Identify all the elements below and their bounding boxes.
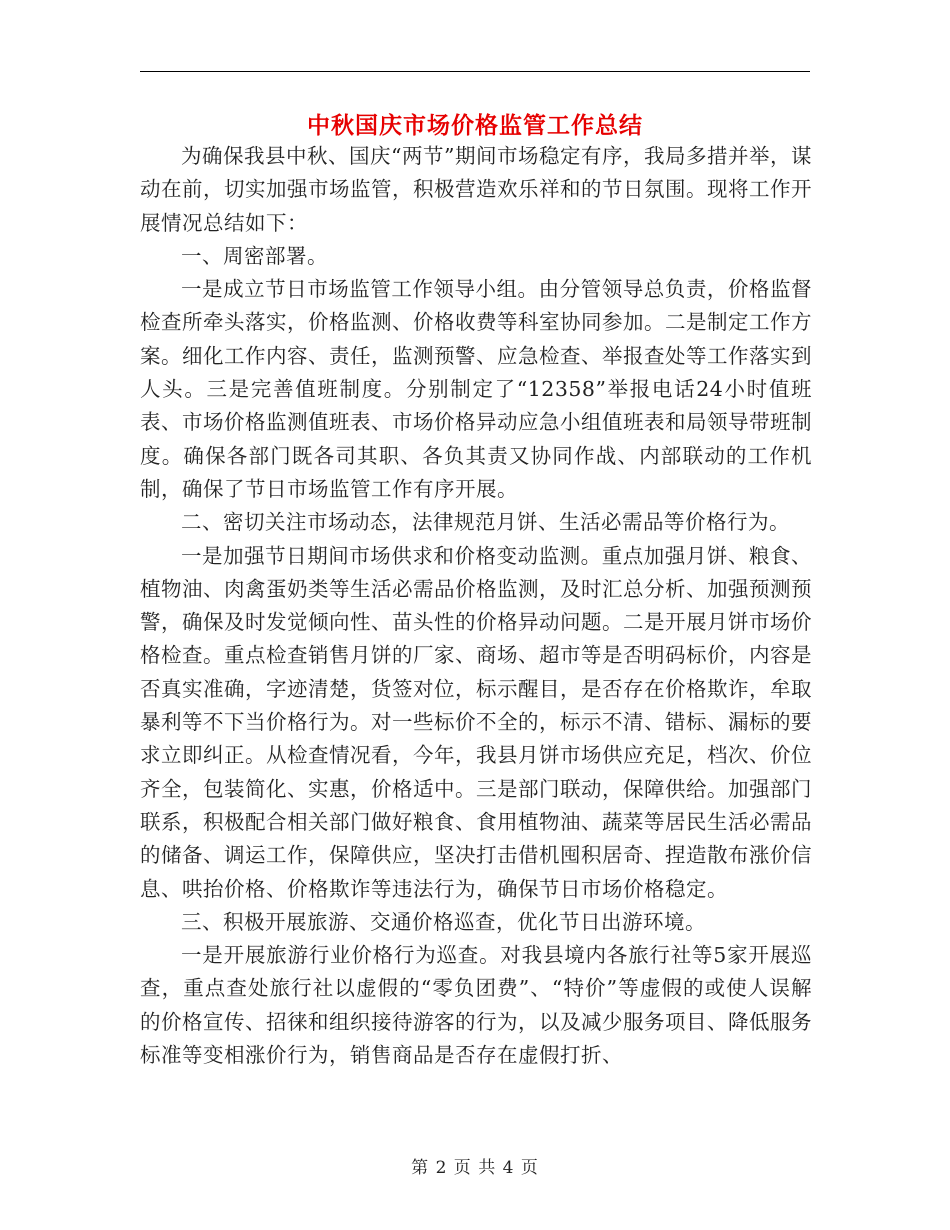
document-title: 中秋国庆市场价格监管工作总结 xyxy=(307,112,643,139)
paragraph-section-2: 一是加强节日期间市场供求和价格变动监测。重点加强月饼、粮食、植物油、肉禽蛋奶类等生活必需品价格监测，及时汇总分析、加强预测预警，确保及时发觉倾向性、苗头性的价格异动问题。二是开展月饼市场价格检查。重点检查销售月饼的厂家、商场、超市等是否明码标价，内容是否真实准确，字迹清楚，货签对位，标示醒目，是否存在价格欺诈，牟取暴利等不下当价格行为。对一些标价不全的，标示不清、错标、漏标的要求立即纠正。从检查情况看，今年，我县月饼市场供应充足，档次、价位齐全，包装简化、实惠，价格适中。三是部门联动，保障供给。加强部门联系，积极配合相关部门做好粮食、食用植物油、蔬菜等居民生活必需品的储备、调运工作，保障供应，坚决打击借机囤积居奇、捏造散布涨价信息、哄抬价格、价格欺诈等违法行为，确保节日市场价格稳定。 xyxy=(140,543,812,901)
section-heading-3: 三、积极开展旅游、交通价格巡查，优化节日出游环境。 xyxy=(181,909,706,934)
page-number-footer: 第 2 页 共 4 页 xyxy=(411,1158,539,1178)
header-rule xyxy=(140,71,810,72)
section-heading-2: 二、密切关注市场动态，法律规范月饼、生活必需品等价格行为。 xyxy=(181,510,790,535)
document-body xyxy=(140,140,812,1072)
paragraph-section-3: 一是开展旅游行业价格行为巡查。对我县境内各旅行社等5家开展巡查，重点查处旅行社以虚假的“零负团费”、“特价”等虚假的或使人误解的价格宣传、招徕和组织接待游客的行为，以及减少服务项目、降低服务标准等变相涨价行为，销售商品是否存在虚假打折、 xyxy=(140,943,812,1068)
paragraph-intro: 为确保我县中秋、国庆“两节”期间市场稳定有序，我局多措并举，谋动在前，切实加强市场监管，积极营造欢乐祥和的节日氛围。现将工作开展情况总结如下： xyxy=(140,144,812,235)
paragraph-section-1: 一是成立节日市场监管工作领导小组。由分管领导总负责，价格监督检查所牵头落实，价格监测、价格收费等科室协同参加。二是制定工作方案。细化工作内容、责任，监测预警、应急检查、举报查处等工作落实到人头。三是完善值班制度。分别制定了“12358”举报电话24小时值班表、市场价格监测值班表、市场价格异动应急小组值班表和局领导带班制度。确保各部门既各司其职、各负其责又协同作战、内部联动的工作机制，确保了节日市场监管工作有序开展。 xyxy=(140,277,812,501)
section-heading-1: 一、周密部署。 xyxy=(181,243,328,268)
